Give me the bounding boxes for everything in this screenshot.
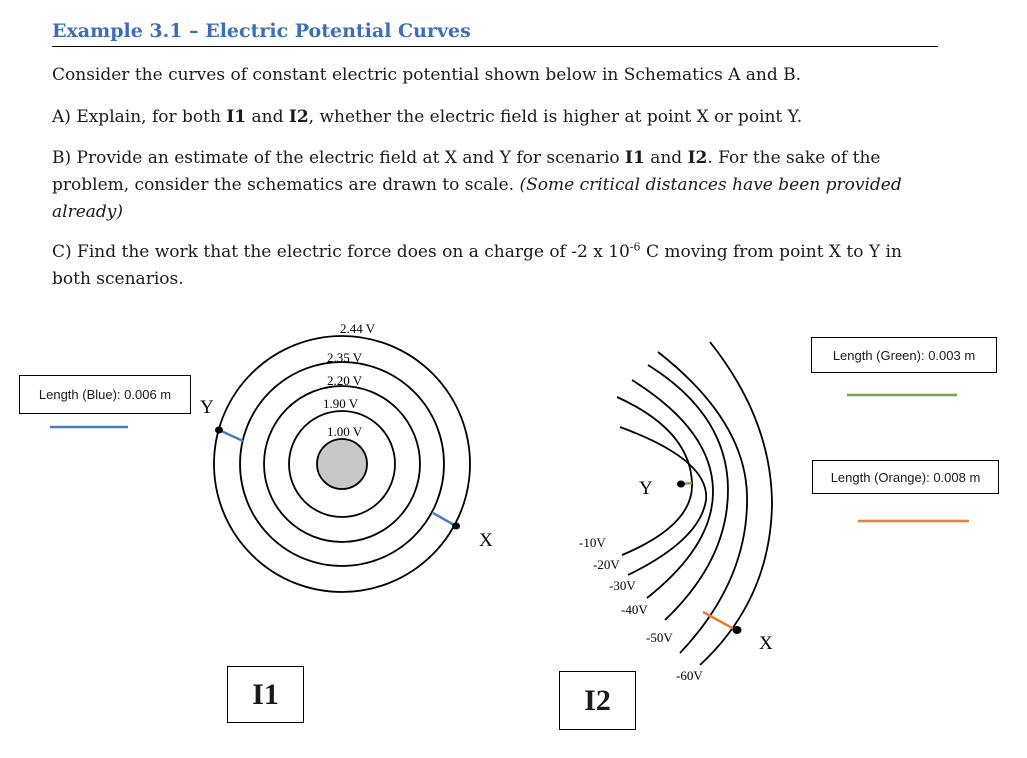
potential-label-1-00: 1.00 V xyxy=(327,424,363,439)
length-orange-box: Length (Orange): 0.008 m xyxy=(812,460,999,494)
equipotential-minus-20 xyxy=(620,427,706,575)
point-y-label: Y xyxy=(200,397,214,418)
potential-label-2-44: 2.44 V xyxy=(340,321,376,336)
equipotential-minus-50 xyxy=(658,352,747,653)
schematic-i2-label: I2 xyxy=(559,671,636,730)
potential-label-2-35: 2.35 V xyxy=(327,350,363,365)
potential-label-minus-50: -50V xyxy=(646,630,673,645)
page-title: Example 3.1 – Electric Potential Curves xyxy=(52,20,471,42)
potential-label-minus-20: -20V xyxy=(593,557,620,572)
potential-label-minus-30: -30V xyxy=(609,578,636,593)
potential-label-2-20: 2.20 V xyxy=(327,373,363,388)
part-b-text: B) Provide an estimate of the electric field at X and Y for scenario I1 and I2. For the sake of the problem, consider the schematics are drawn to scale. (Some critical distances have been provided already) xyxy=(52,148,902,222)
potential-label-minus-10: -10V xyxy=(579,535,606,550)
intro-text: Consider the curves of constant electric potential shown below in Schematics A and B. xyxy=(52,65,802,85)
potential-label-1-90: 1.90 V xyxy=(323,396,359,411)
i2-point-x-label: X xyxy=(759,633,773,654)
potential-label-minus-60: -60V xyxy=(676,668,703,683)
point-x-label: X xyxy=(479,530,493,551)
orange-length-segment xyxy=(703,612,736,630)
part-c-text: C) Find the work that the electric force does on a charge of -2 x $10^{-6}$ C moving from point X to Y in both scenarios. xyxy=(52,240,902,289)
part-a-text: A) Explain, for both I1 and I2, whether the electric field is higher at point X or point Y. xyxy=(52,107,803,127)
i2-point-y-label: Y xyxy=(639,478,653,499)
length-blue-box: Length (Blue): 0.006 m xyxy=(19,375,191,414)
equipotential-minus-40 xyxy=(648,365,728,620)
length-green-box: Length (Green): 0.003 m xyxy=(811,337,997,373)
schematic-i1-label: I1 xyxy=(227,666,304,723)
i2-point-x-dot xyxy=(733,626,742,634)
i2-point-y-dot xyxy=(677,481,685,488)
equipotential-minus-10 xyxy=(617,397,692,555)
potential-label-minus-40: -40V xyxy=(621,602,648,617)
